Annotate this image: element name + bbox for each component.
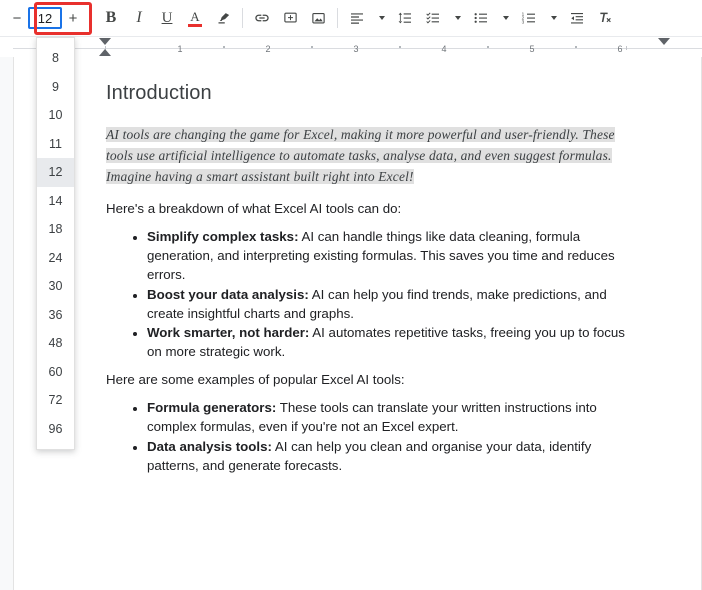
font-size-dropdown-menu[interactable] — [36, 37, 75, 450]
list-item — [147, 228, 626, 285]
font-size-option[interactable]: 36 — [48, 307, 63, 322]
underline-button[interactable]: U — [161, 9, 173, 26]
line-spacing-button[interactable] — [391, 4, 419, 32]
list-item-title: Simplify complex tasks: — [147, 229, 299, 245]
ruler-tick-label: 6 — [617, 44, 623, 54]
chevron-down-icon — [551, 16, 557, 20]
list-item-text: AI can help you find trends, make predictions, and create insightful charts and graphs. — [147, 286, 607, 321]
ruler-tick-label: 3 — [353, 44, 359, 54]
font-size-option[interactable]: 11 — [49, 136, 62, 151]
list-item-title: Formula generators: — [147, 400, 277, 416]
clear-formatting-button[interactable] — [591, 4, 619, 32]
ruler-track[interactable] — [13, 37, 702, 56]
font-size-decrease-button[interactable]: − — [12, 9, 22, 27]
chevron-down-icon — [379, 16, 385, 20]
highlighted-paragraph — [106, 125, 626, 188]
intro-line: Here's a breakdown of what Excel AI tools can do: — [106, 201, 402, 217]
chevron-down-icon — [503, 16, 509, 20]
align-left-icon — [349, 10, 365, 26]
font-size-option[interactable]: 72 — [48, 393, 63, 408]
ruler-tick-label: 5 — [529, 44, 535, 54]
page-title: Introduction — [106, 82, 212, 104]
ruler-tick-label: 1 — [177, 44, 183, 54]
add-comment-icon — [283, 11, 298, 26]
left-indent-marker[interactable] — [99, 38, 111, 45]
list-item — [147, 438, 626, 476]
formatting-toolbar — [0, 0, 702, 37]
right-indent-marker[interactable] — [658, 38, 670, 45]
decrease-indent-button[interactable] — [563, 4, 591, 32]
bulleted-list-icon — [473, 10, 489, 26]
numbered-list-button[interactable] — [515, 4, 543, 32]
font-size-option[interactable]: 24 — [48, 250, 63, 265]
align-button[interactable] — [343, 4, 371, 32]
list-item-title: Boost your data analysis: — [147, 286, 309, 302]
list-item-text: AI automates repetitive tasks, freeing you up to focus on more strategic work. — [147, 325, 625, 360]
text-color-letter: A — [190, 8, 200, 24]
list-item — [147, 286, 626, 324]
text-color-icon — [188, 10, 202, 27]
document-ruler[interactable] — [0, 37, 702, 57]
link-icon — [254, 10, 270, 26]
examples-line: Here are some examples of popular Excel AI tools: — [106, 372, 405, 388]
ruler-page-extent — [105, 46, 627, 50]
svg-text:1: 1 — [521, 11, 525, 17]
chevron-down-icon — [455, 16, 461, 20]
first-line-indent-marker[interactable] — [99, 49, 111, 56]
ruler-tick-label: 2 — [265, 44, 271, 54]
ruler-minor-tick — [311, 46, 313, 48]
toolbar-separator — [91, 8, 92, 28]
font-size-increase-button[interactable]: + — [68, 9, 78, 27]
insert-image-button[interactable] — [304, 4, 332, 32]
align-dropdown-button[interactable] — [371, 4, 391, 32]
checklist-icon — [425, 10, 441, 26]
font-size-stepper[interactable] — [6, 5, 84, 31]
clear-formatting-icon — [597, 10, 613, 26]
list-item-title: Work smarter, not harder: — [147, 325, 310, 341]
ruler-minor-tick — [575, 46, 577, 48]
text-color-swatch — [188, 24, 202, 27]
ruler-minor-tick — [223, 46, 225, 48]
font-size-option[interactable]: 9 — [52, 79, 59, 94]
document-page[interactable] — [13, 57, 702, 590]
examples-list — [106, 399, 626, 476]
font-size-option-selected[interactable]: 12 — [37, 158, 74, 187]
numbered-list-dropdown-button[interactable] — [543, 4, 563, 32]
insert-image-icon — [311, 11, 326, 26]
list-item — [147, 399, 626, 437]
selected-text: AI tools are changing the game for Excel, making it more powerful and user-friendly. These tools use artificial intelligence to automate tasks, analyse data, and even suggest formulas. Imagine having a smart assistant built right into Excel! — [106, 127, 615, 185]
bulleted-list-button[interactable] — [467, 4, 495, 32]
document-body[interactable] — [14, 57, 701, 476]
list-item-text: AI can help you clean and organise your data, identify patterns, and generate forecasts. — [147, 438, 592, 473]
highlight-color-button[interactable] — [209, 4, 237, 32]
font-size-option[interactable]: 60 — [48, 364, 63, 379]
bulleted-list-dropdown-button[interactable] — [495, 4, 515, 32]
insert-link-button[interactable] — [248, 4, 276, 32]
svg-text:3: 3 — [521, 19, 525, 25]
svg-text:2: 2 — [521, 15, 525, 21]
ruler-minor-tick — [399, 46, 401, 48]
italic-button[interactable]: I — [136, 9, 142, 26]
list-item-title: Data analysis tools: — [147, 438, 272, 454]
list-item-text: These tools can translate your written instructions into complex formulas, even if you're not an Excel expert. — [147, 400, 597, 434]
font-size-option[interactable]: 96 — [48, 421, 63, 436]
ruler-minor-tick — [487, 46, 489, 48]
font-size-input[interactable]: 12 — [28, 7, 62, 29]
checklist-dropdown-button[interactable] — [447, 4, 467, 32]
font-size-option[interactable]: 8 — [52, 51, 59, 66]
capabilities-list — [106, 228, 626, 362]
font-size-option[interactable]: 10 — [48, 108, 63, 123]
toolbar-separator — [337, 8, 338, 28]
toolbar-separator — [242, 8, 243, 28]
font-size-option[interactable]: 30 — [48, 279, 63, 294]
decrease-indent-icon — [569, 10, 585, 26]
text-color-button[interactable] — [181, 4, 209, 32]
ruler-tick-label: 4 — [441, 44, 447, 54]
list-item — [147, 324, 626, 362]
highlight-pen-icon — [216, 11, 231, 26]
line-spacing-icon — [397, 10, 413, 26]
add-comment-button[interactable] — [276, 4, 304, 32]
font-size-option[interactable]: 18 — [48, 222, 63, 237]
font-size-option[interactable]: 48 — [48, 336, 63, 351]
document-canvas[interactable] — [0, 57, 702, 590]
checklist-button[interactable] — [419, 4, 447, 32]
font-size-option[interactable]: 14 — [48, 193, 63, 208]
numbered-list-icon — [521, 10, 537, 26]
bold-button[interactable]: B — [105, 9, 117, 26]
list-item-text: AI can handle things like data cleaning, formula generation, and interpreting existing formulas. This saves you time and reduces errors. — [147, 229, 615, 282]
